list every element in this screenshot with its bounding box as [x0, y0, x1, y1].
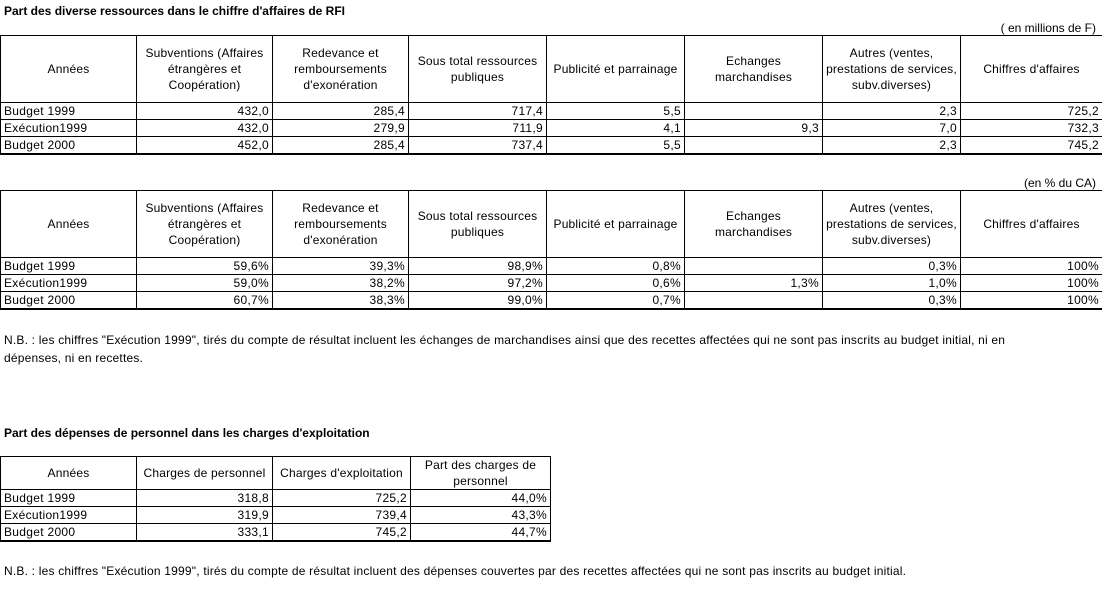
table-cell: 4,1: [547, 120, 685, 137]
table-cell: 711,9: [409, 120, 547, 137]
table-cell: 732,3: [961, 120, 1102, 137]
table-cell: 279,9: [273, 120, 409, 137]
table-row: [1, 292, 1102, 310]
table-cell: 1,3%: [685, 275, 823, 292]
table-cell: 43,3%: [411, 507, 551, 524]
column-header: Redevance et remboursements d'exonération: [273, 36, 409, 103]
table-cell: 745,2: [961, 137, 1102, 155]
table-cell: [685, 137, 823, 155]
table-cell: 59,0%: [137, 275, 273, 292]
table-cell: [685, 292, 823, 310]
section3-title: Part des dépenses de personnel dans les charges d'exploitation: [4, 426, 370, 440]
table-cell: 0,3%: [823, 292, 961, 310]
table-cell: 285,4: [273, 137, 409, 155]
row-label: Budget 1999: [1, 490, 137, 507]
table-cell: 38,2%: [273, 275, 409, 292]
table-cell: 452,0: [137, 137, 273, 155]
row-label: Budget 2000: [1, 137, 137, 155]
resources-table-percent: [0, 190, 1102, 310]
table-cell: 44,0%: [411, 490, 551, 507]
column-header: Redevance et remboursements d'exonération: [273, 191, 409, 258]
table-cell: 725,2: [961, 103, 1102, 120]
row-label: Exécution1999: [1, 507, 137, 524]
section3-note: N.B. : les chiffres "Exécution 1999", tirés du compte de résultat incluent des dépenses couvertes par des recettes affectées qui ne sont pas inscrits au budget initial.: [4, 564, 907, 578]
section1-title: Part des diverse ressources dans le chiffre d'affaires de RFI: [4, 4, 345, 18]
table-cell: 0,7%: [547, 292, 685, 310]
column-header: Années: [1, 191, 137, 258]
column-header: Années: [1, 36, 137, 103]
section2-unit: (en % du CA): [1023, 176, 1096, 190]
table-row: [1, 507, 551, 524]
column-header: Charges d'exploitation: [273, 457, 411, 490]
table-row: [1, 103, 1102, 120]
column-header: Echanges marchandises: [685, 36, 823, 103]
section1-unit: ( en millions de F): [1000, 21, 1096, 35]
table-row: [1, 490, 551, 507]
table-cell: 739,4: [273, 507, 411, 524]
resources-table-millions: [0, 35, 1102, 155]
table-cell: 432,0: [137, 120, 273, 137]
column-header: Charges de personnel: [137, 457, 273, 490]
column-header: Autres (ventes, prestations de services, subv.diverses): [823, 36, 961, 103]
table-header-row: [1, 36, 1102, 103]
table-header-row: [1, 191, 1102, 258]
column-header: Chiffres d'affaires: [961, 36, 1102, 103]
column-header: Part des charges de personnel: [411, 457, 551, 490]
table-cell: 319,9: [137, 507, 273, 524]
row-label: Exécution1999: [1, 275, 137, 292]
table-cell: 38,3%: [273, 292, 409, 310]
table-cell: 100%: [961, 292, 1102, 310]
table-cell: 285,4: [273, 103, 409, 120]
table-cell: 745,2: [273, 524, 411, 542]
table-cell: 318,8: [137, 490, 273, 507]
table-cell: 725,2: [273, 490, 411, 507]
column-header: Sous total ressources publiques: [409, 36, 547, 103]
column-header: Autres (ventes, prestations de services, subv.diverses): [823, 191, 961, 258]
row-label: Budget 2000: [1, 524, 137, 542]
table-cell: 1,0%: [823, 275, 961, 292]
table-cell: 60,7%: [137, 292, 273, 310]
table-cell: 39,3%: [273, 258, 409, 275]
table-row: [1, 258, 1102, 275]
table-cell: 2,3: [823, 103, 961, 120]
column-header: Publicité et parrainage: [547, 191, 685, 258]
table-cell: 0,3%: [823, 258, 961, 275]
table-cell: 0,6%: [547, 275, 685, 292]
column-header: Subventions (Affaires étrangères et Coopération): [137, 36, 273, 103]
table-header-row: [1, 457, 551, 490]
table-cell: 0,8%: [547, 258, 685, 275]
section2-note: N.B. : les chiffres "Exécution 1999", tirés du compte de résultat incluent les échanges de marchandises ainsi que des recettes affectées qui ne sont pas inscrits au budget initial, ni en dépenses, ni en recettes.: [4, 333, 1006, 365]
table-cell: 5,5: [547, 137, 685, 155]
table-cell: [685, 103, 823, 120]
table-cell: 737,4: [409, 137, 547, 155]
table-row: [1, 275, 1102, 292]
column-header: Publicité et parrainage: [547, 36, 685, 103]
table-cell: 97,2%: [409, 275, 547, 292]
table-row: [1, 524, 551, 542]
personnel-table: [0, 456, 551, 542]
table-cell: 100%: [961, 275, 1102, 292]
row-label: Exécution1999: [1, 120, 137, 137]
column-header: Echanges marchandises: [685, 191, 823, 258]
table-cell: 44,7%: [411, 524, 551, 542]
table-cell: [685, 258, 823, 275]
table-cell: 98,9%: [409, 258, 547, 275]
table-cell: 2,3: [823, 137, 961, 155]
table-cell: 100%: [961, 258, 1102, 275]
column-header: Subventions (Affaires étrangères et Coopération): [137, 191, 273, 258]
table-cell: 717,4: [409, 103, 547, 120]
table-cell: 432,0: [137, 103, 273, 120]
column-header: Chiffres d'affaires: [961, 191, 1102, 258]
table-cell: 5,5: [547, 103, 685, 120]
column-header: Années: [1, 457, 137, 490]
table-cell: 333,1: [137, 524, 273, 542]
row-label: Budget 1999: [1, 103, 137, 120]
column-header: Sous total ressources publiques: [409, 191, 547, 258]
table-row: [1, 120, 1102, 137]
table-cell: 9,3: [685, 120, 823, 137]
table-cell: 7,0: [823, 120, 961, 137]
row-label: Budget 1999: [1, 258, 137, 275]
table-row: [1, 137, 1102, 155]
row-label: Budget 2000: [1, 292, 137, 310]
table-cell: 99,0%: [409, 292, 547, 310]
table-cell: 59,6%: [137, 258, 273, 275]
